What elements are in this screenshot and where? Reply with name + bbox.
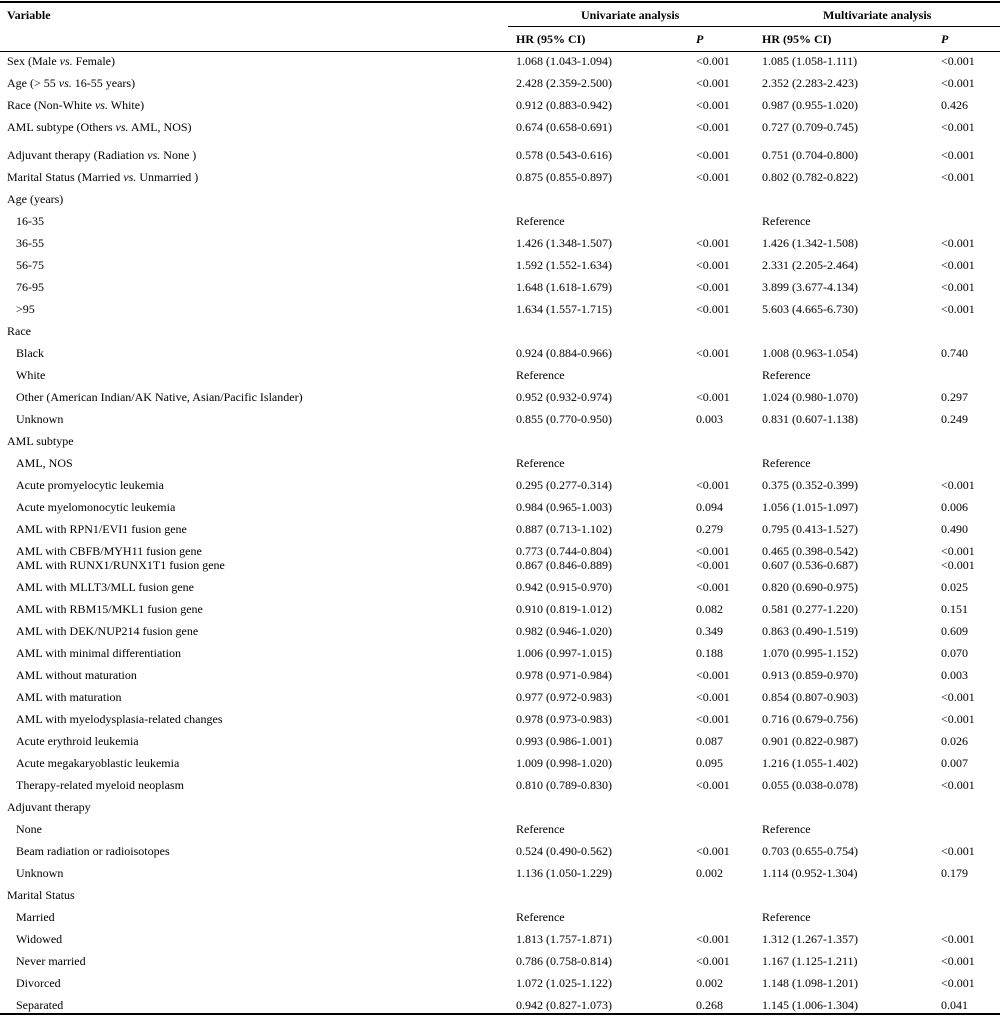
table-row [0,411,1000,427]
table-row [0,389,1000,405]
univariate-p: 0.188 [696,646,723,660]
table-row [0,667,1000,683]
header-univariate: Univariate analysis [581,8,680,22]
univariate-hr: 0.855 (0.770-0.950) [516,412,612,426]
univariate-hr: 1.648 (1.618-1.679) [516,280,612,294]
multivariate-p: <0.001 [941,844,975,858]
univariate-p: 0.002 [696,866,723,880]
multivariate-hr: Reference [762,910,811,924]
univariate-p: <0.001 [696,668,730,682]
table-row [0,169,1000,185]
table-row [0,931,1000,947]
row-variable: Unknown [16,412,64,426]
header-multi-p: P [941,32,949,46]
multivariate-p: <0.001 [941,712,975,726]
multivariate-p: <0.001 [941,976,975,990]
univariate-p: <0.001 [696,932,730,946]
univariate-hr: 1.813 (1.757-1.871) [516,932,612,946]
table-row [0,433,1000,449]
row-variable: 16-35 [16,214,44,228]
multivariate-hr: 1.008 (0.963-1.054) [762,346,858,360]
table-row [0,345,1000,361]
univariate-hr: Reference [516,456,565,470]
table-row [0,213,1000,229]
univariate-hr: 1.426 (1.348-1.507) [516,236,612,250]
univariate-hr: 0.524 (0.490-0.562) [516,844,612,858]
row-variable: Acute megakaryoblastic leukemia [16,756,180,770]
multivariate-hr: 1.216 (1.055-1.402) [762,756,858,770]
row-variable: Adjuvant therapy (Radiation vs. None ) [7,148,197,162]
univariate-p: <0.001 [696,544,730,558]
table-row [0,689,1000,705]
multivariate-p: 0.007 [941,756,968,770]
multivariate-hr: 0.913 (0.859-0.970) [762,668,858,682]
univariate-hr: 0.887 (0.713-1.102) [516,522,612,536]
univariate-p: <0.001 [696,280,730,294]
multivariate-hr: 2.352 (2.283-2.423) [762,76,858,90]
multivariate-hr: Reference [762,214,811,228]
multivariate-hr: 1.167 (1.125-1.211) [762,954,858,968]
table-row [0,235,1000,251]
univariate-p: <0.001 [696,258,730,272]
row-variable: Other (American Indian/AK Native, Asian/Pacific Islander) [16,390,303,404]
table-row [0,147,1000,163]
univariate-p: 0.087 [696,734,723,748]
univariate-hr: 0.993 (0.986-1.001) [516,734,612,748]
table-row [0,579,1000,595]
multivariate-hr: 0.375 (0.352-0.399) [762,478,858,492]
multivariate-p: <0.001 [941,120,975,134]
header-uni-p: P [696,32,704,46]
row-variable: AML with MLLT3/MLL fusion gene [16,580,194,594]
univariate-hr: Reference [516,822,565,836]
row-variable: AML with DEK/NUP214 fusion gene [16,624,199,638]
row-variable: >95 [16,302,35,316]
multivariate-p: <0.001 [941,932,975,946]
multivariate-hr: 1.312 (1.267-1.357) [762,932,858,946]
row-variable: Black [16,346,44,360]
row-variable: AML with maturation [16,690,122,704]
univariate-p: <0.001 [696,54,730,68]
univariate-p: <0.001 [696,346,730,360]
univariate-p: 0.349 [696,624,723,638]
table-row [0,499,1000,515]
row-variable: AML with RPN1/EVI1 fusion gene [16,522,187,536]
row-variable: White [16,368,46,382]
multivariate-hr: 0.831 (0.607-1.138) [762,412,858,426]
univariate-hr: 0.978 (0.973-0.983) [516,712,612,726]
row-variable: Acute erythroid leukemia [16,734,139,748]
row-variable: Age (> 55 vs. 16-55 years) [7,76,136,90]
multivariate-p: 0.070 [941,646,968,660]
univariate-p: <0.001 [696,778,730,792]
multivariate-p: <0.001 [941,954,975,968]
table-row [0,777,1000,793]
univariate-p: <0.001 [696,390,730,404]
univariate-hr: 0.810 (0.789-0.830) [516,778,612,792]
row-variable: Adjuvant therapy [7,800,91,814]
univariate-hr: 0.578 (0.543-0.616) [516,148,612,162]
table-row [0,623,1000,639]
multivariate-hr: 1.148 (1.098-1.201) [762,976,858,990]
univariate-p: <0.001 [696,148,730,162]
header-bottom-rule [0,51,1000,52]
row-variable: 76-95 [16,280,44,294]
multivariate-p: 0.297 [941,390,968,404]
univariate-hr: 1.136 (1.050-1.229) [516,866,612,880]
univariate-p: <0.001 [696,120,730,134]
row-variable: AML with RUNX1/RUNX1T1 fusion gene [16,558,225,572]
table-row [0,865,1000,881]
table-row [0,323,1000,339]
multivariate-hr: Reference [762,456,811,470]
multivariate-hr: 0.716 (0.679-0.756) [762,712,858,726]
multivariate-p: <0.001 [941,544,975,558]
univariate-p: <0.001 [696,170,730,184]
multivariate-hr: 0.901 (0.822-0.987) [762,734,858,748]
table-row [0,301,1000,317]
table-row [0,953,1000,969]
table-row [0,887,1000,903]
univariate-p: 0.268 [696,998,723,1012]
multivariate-p: <0.001 [941,76,975,90]
univariate-hr: 0.984 (0.965-1.003) [516,500,612,514]
multivariate-hr: 0.581 (0.277-1.220) [762,602,858,616]
univariate-hr: Reference [516,368,565,382]
table-row [0,521,1000,537]
univariate-hr: 0.942 (0.827-1.073) [516,998,612,1012]
multivariate-p: <0.001 [941,236,975,250]
univariate-hr: 1.634 (1.557-1.715) [516,302,612,316]
row-variable: Acute promyelocytic leukemia [16,478,164,492]
univariate-hr: 0.875 (0.855-0.897) [516,170,612,184]
table-row [0,257,1000,273]
univariate-hr: 0.977 (0.972-0.983) [516,690,612,704]
table-row [0,909,1000,925]
multivariate-p: <0.001 [941,558,975,572]
row-variable: None [16,822,42,836]
multivariate-hr: 2.331 (2.205-2.464) [762,258,858,272]
row-variable: AML with RBM15/MKL1 fusion gene [16,602,203,616]
row-variable: AML with minimal differentiation [16,646,181,660]
multivariate-p: 0.026 [941,734,968,748]
multivariate-p: <0.001 [941,54,975,68]
univariate-hr: Reference [516,214,565,228]
multivariate-hr: 0.055 (0.038-0.078) [762,778,858,792]
table-row [0,975,1000,991]
multivariate-p: 0.426 [941,98,968,112]
row-variable: Unknown [16,866,64,880]
header-multivariate: Multivariate analysis [823,8,932,22]
row-variable: 56-75 [16,258,44,272]
multivariate-p: 0.609 [941,624,968,638]
row-variable: Race (Non-White vs. White) [7,98,145,112]
table-row [0,557,1000,573]
multivariate-hr: 0.802 (0.782-0.822) [762,170,858,184]
table-row [0,477,1000,493]
univariate-p: 0.279 [696,522,723,536]
table-row [0,191,1000,207]
multivariate-hr: 1.024 (0.980-1.070) [762,390,858,404]
univariate-hr: 0.952 (0.932-0.974) [516,390,612,404]
row-variable: Marital Status (Married vs. Unmarried ) [7,170,199,184]
multivariate-hr: 1.085 (1.058-1.111) [762,54,858,68]
table-row [0,799,1000,815]
univariate-hr: 0.295 (0.277-0.314) [516,478,612,492]
univariate-p: <0.001 [696,844,730,858]
multivariate-hr: 0.987 (0.955-1.020) [762,98,858,112]
table-row [0,733,1000,749]
row-variable: AML subtype (Others vs. AML, NOS) [7,120,192,134]
multivariate-hr: 0.751 (0.704-0.800) [762,148,858,162]
table-row [0,821,1000,837]
univariate-hr: 0.912 (0.883-0.942) [516,98,612,112]
univariate-hr: 1.072 (1.025-1.122) [516,976,612,990]
univariate-hr: 0.942 (0.915-0.970) [516,580,612,594]
univariate-hr: 1.006 (0.997-1.015) [516,646,612,660]
univariate-p: <0.001 [696,76,730,90]
univariate-p: <0.001 [696,236,730,250]
multivariate-p: <0.001 [941,148,975,162]
header-uni-hr: HR (95% CI) [516,32,586,46]
multivariate-p: <0.001 [941,302,975,316]
row-variable: Divorced [16,976,61,990]
row-variable: Race [7,324,31,338]
univariate-p: <0.001 [696,98,730,112]
table-row [0,75,1000,91]
row-variable: Never married [16,954,86,968]
multivariate-p: 0.179 [941,866,968,880]
multivariate-p: 0.003 [941,668,968,682]
table-row [0,367,1000,383]
multivariate-hr: 3.899 (3.677-4.134) [762,280,858,294]
univariate-hr: 0.982 (0.946-1.020) [516,624,612,638]
multivariate-hr: 0.703 (0.655-0.754) [762,844,858,858]
multivariate-hr: 1.114 (0.952-1.304) [762,866,858,880]
univariate-hr: 2.428 (2.359-2.500) [516,76,612,90]
row-variable: AML subtype [7,434,74,448]
univariate-p: <0.001 [696,580,730,594]
multivariate-hr: 1.145 (1.006-1.304) [762,998,858,1012]
multivariate-p: <0.001 [941,778,975,792]
table-row [0,711,1000,727]
row-variable: 36-55 [16,236,44,250]
univariate-p: <0.001 [696,478,730,492]
table-row [0,97,1000,113]
univariate-hr: Reference [516,910,565,924]
univariate-p: <0.001 [696,954,730,968]
table-row [0,997,1000,1013]
table-row [0,843,1000,859]
multivariate-hr: 0.465 (0.398-0.542) [762,544,858,558]
univariate-hr: 1.009 (0.998-1.020) [516,756,612,770]
multivariate-p: 0.006 [941,500,968,514]
univariate-hr: 0.773 (0.744-0.804) [516,544,612,558]
multivariate-p: <0.001 [941,170,975,184]
multivariate-hr: 0.854 (0.807-0.903) [762,690,858,704]
multivariate-p: 0.249 [941,412,968,426]
multivariate-hr: 0.863 (0.490-1.519) [762,624,858,638]
group-header-rule [508,26,1000,27]
multivariate-hr: 1.426 (1.342-1.508) [762,236,858,250]
table-row [0,645,1000,661]
table-row [0,279,1000,295]
row-variable: Married [16,910,55,924]
row-variable: Age (years) [7,192,64,206]
table-row [0,119,1000,135]
table-top-rule [0,1,1000,3]
multivariate-p: 0.041 [941,998,968,1012]
multivariate-hr: 1.056 (1.015-1.097) [762,500,858,514]
multivariate-hr: 0.727 (0.709-0.745) [762,120,858,134]
univariate-hr: 0.978 (0.971-0.984) [516,668,612,682]
multivariate-hr: 0.795 (0.413-1.527) [762,522,858,536]
multivariate-p: <0.001 [941,280,975,294]
univariate-p: 0.002 [696,976,723,990]
row-variable: Widowed [16,932,63,946]
univariate-hr: 0.910 (0.819-1.012) [516,602,612,616]
table-row [0,53,1000,69]
multivariate-hr: 1.070 (0.995-1.152) [762,646,858,660]
univariate-hr: 0.924 (0.884-0.966) [516,346,612,360]
univariate-p: <0.001 [696,558,730,572]
univariate-p: 0.095 [696,756,723,770]
header-variable: Variable [7,8,51,22]
header-multi-hr: HR (95% CI) [762,32,832,46]
multivariate-p: 0.490 [941,522,968,536]
multivariate-hr: 0.607 (0.536-0.687) [762,558,858,572]
table-bottom-rule [0,1013,1000,1015]
multivariate-hr: Reference [762,822,811,836]
multivariate-p: 0.151 [941,602,968,616]
row-variable: AML without maturation [16,668,137,682]
row-variable: Sex (Male vs. Female) [7,54,115,68]
univariate-hr: 1.592 (1.552-1.634) [516,258,612,272]
univariate-hr: 0.674 (0.658-0.691) [516,120,612,134]
multivariate-hr: Reference [762,368,811,382]
univariate-hr: 0.867 (0.846-0.889) [516,558,612,572]
table-row [0,455,1000,471]
univariate-p: <0.001 [696,302,730,316]
univariate-p: 0.003 [696,412,723,426]
table-row [0,755,1000,771]
multivariate-p: <0.001 [941,690,975,704]
row-variable: Separated [16,998,64,1012]
multivariate-hr: 5.603 (4.665-6.730) [762,302,858,316]
univariate-p: <0.001 [696,712,730,726]
univariate-p: <0.001 [696,690,730,704]
table-row [0,601,1000,617]
multivariate-p: <0.001 [941,478,975,492]
univariate-p: 0.094 [696,500,723,514]
row-variable: AML, NOS [16,456,73,470]
multivariate-p: <0.001 [941,258,975,272]
row-variable: Beam radiation or radioisotopes [16,844,170,858]
univariate-hr: 1.068 (1.043-1.094) [516,54,612,68]
univariate-hr: 0.786 (0.758-0.814) [516,954,612,968]
row-variable: AML with CBFB/MYH11 fusion gene [16,544,202,558]
row-variable: Acute myelomonocytic leukemia [16,500,176,514]
multivariate-hr: 0.820 (0.690-0.975) [762,580,858,594]
multivariate-p: 0.740 [941,346,968,360]
row-variable: Therapy-related myeloid neoplasm [16,778,184,792]
row-variable: Marital Status [7,888,75,902]
univariate-p: 0.082 [696,602,723,616]
multivariate-p: 0.025 [941,580,968,594]
row-variable: AML with myelodysplasia-related changes [16,712,223,726]
